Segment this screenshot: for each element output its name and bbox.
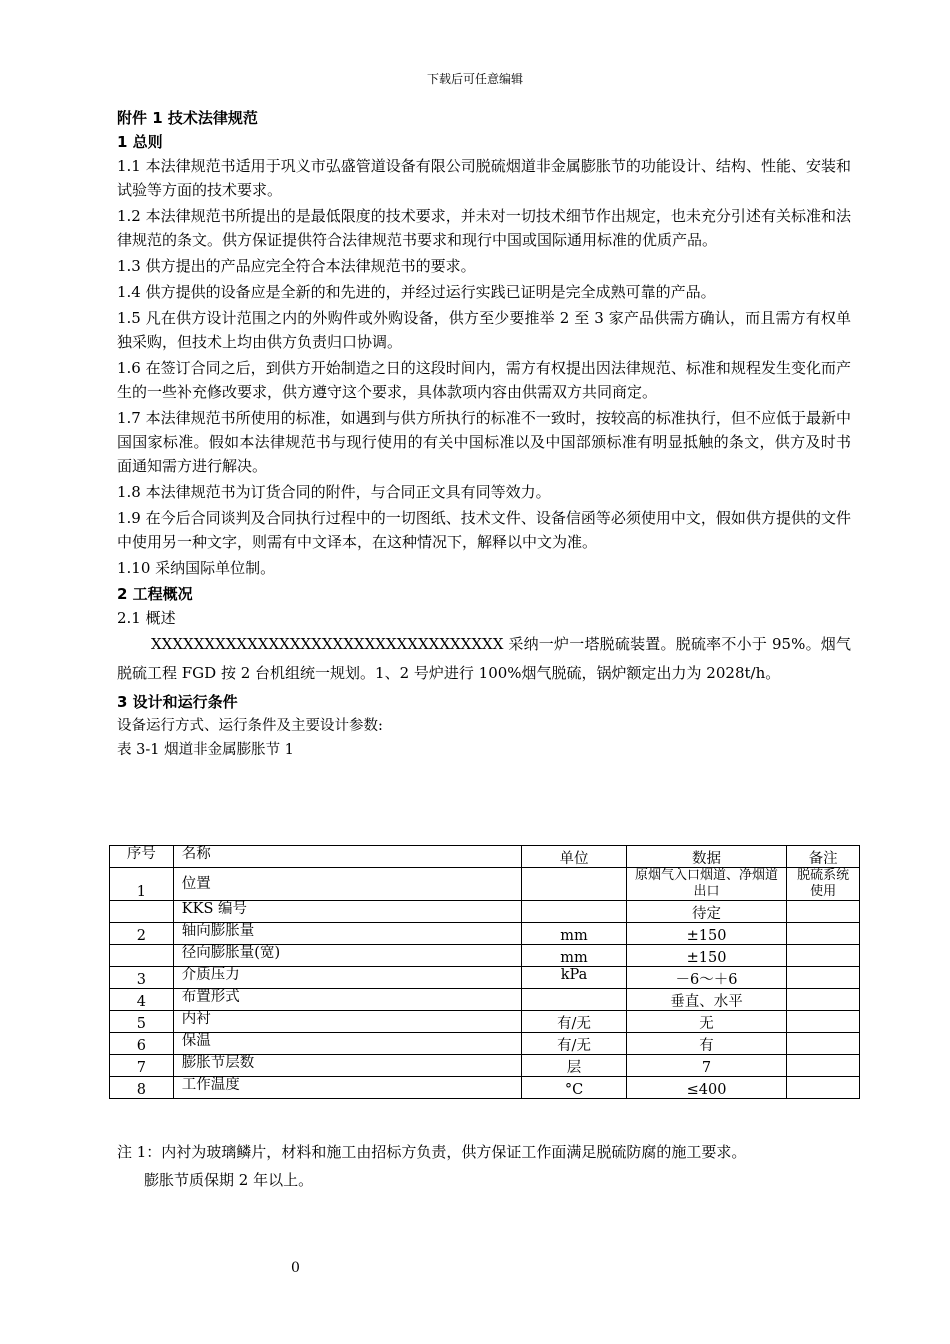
cell-data: －6～＋6 [626,967,786,989]
cell-note [787,945,860,967]
section-1-heading: 1 总则 [117,133,163,151]
table-row [110,1011,860,1033]
document-title: 附件 1 技术法律规范 [117,109,258,127]
cell-name: 布置形式 [173,989,521,1011]
cell-no: 1 [110,868,174,901]
warranty-note: 膨胀节质保期 2 年以上。 [144,1171,314,1189]
cell-unit: 有/无 [522,1011,627,1033]
cell-unit: mm [522,923,627,945]
parameter-table [109,845,860,1099]
cell-note [787,1033,860,1055]
table-row [110,967,860,989]
cell-note [787,1077,860,1099]
cell-data: 垂直、水平 [626,989,786,1011]
cell-name: 内衬 [173,1011,521,1033]
cell-note [787,1011,860,1033]
cell-unit [522,868,627,901]
col-header-no: 序号 [110,846,174,868]
section-3-heading: 3 设计和运行条件 [117,693,238,711]
para-1-10: 1.10 采纳国际单位制。 [117,559,276,577]
cell-unit: 有/无 [522,1033,627,1055]
table-header-row [110,846,860,868]
para-1-8: 1.8 本法律规范书为订货合同的附件，与合同正文具有同等效力。 [117,483,551,501]
cell-name: 膨胀节层数 [173,1055,521,1077]
table-note-1: 注 1：内衬为玻璃鳞片，材料和施工由招标方负责，供方保证工作面满足脱硫防腐的施工要求。 [117,1143,747,1161]
cell-data: 7 [626,1055,786,1077]
table-row [110,923,860,945]
cell-data: ±150 [626,945,786,967]
cell-no: 6 [110,1033,174,1055]
col-header-data: 数据 [626,846,786,868]
col-header-note: 备注 [787,846,860,868]
cell-unit: mm [522,945,627,967]
cell-name: 位置 [173,868,521,901]
cell-note [787,1055,860,1077]
section-2-1-heading: 2.1 概述 [117,609,176,627]
cell-data: 无 [626,1011,786,1033]
cell-data: 原烟气入口烟道、净烟道出口 [626,868,786,901]
table-row [110,945,860,967]
cell-name: 介质压力 [173,967,521,989]
cell-name: 轴向膨胀量 [173,923,521,945]
cell-note [787,967,860,989]
cell-no [110,901,174,923]
col-header-unit: 单位 [522,846,627,868]
cell-data: 有 [626,1033,786,1055]
section-3-intro: 设备运行方式、运行条件及主要设计参数: [117,718,383,734]
cell-no: 5 [110,1011,174,1033]
table-caption: 表 3-1 烟道非金属膨胀节 1 [117,742,294,758]
section-2-1-body: XXXXXXXXXXXXXXXXXXXXXXXXXXXXXXXXX 采纳一炉一塔脱硫装置。脱硫率不小于 95%。烟气脱硫工程 FGD 按 2 台机组统一规划。1、2 号炉进行 100%烟气脱硫，锅炉额定出力为 2028t/h。 [117,635,851,682]
cell-no: 4 [110,989,174,1011]
cell-name: KKS 编号 [173,901,521,923]
section-2-heading: 2 工程概况 [117,585,193,603]
cell-unit: °C [522,1077,627,1099]
para-1-9: 1.9 在今后合同谈判及合同执行过程中的一切图纸、技术文件、设备信函等必须使用中文，假如供方提供的文件中使用另一种文字，则需有中文译本，在这种情况下，解释以中文为准。 [117,509,851,551]
cell-no [110,945,174,967]
cell-no: 3 [110,967,174,989]
page-header: 下载后可任意编辑 [426,72,523,86]
cell-unit [522,901,627,923]
cell-name: 径向膨胀量(宽) [173,945,521,967]
para-1-3: 1.3 供方提出的产品应完全符合本法律规范书的要求。 [117,257,476,275]
table-row [110,901,860,923]
table-row [110,1077,860,1099]
para-1-2: 1.2 本法律规范书所提出的是最低限度的技术要求，并未对一切技术细节作出规定，也未充分引述有关标准和法律规范的条文。供方保证提供符合法律规范书要求和现行中国或国际通用标准的优质产品。 [117,207,851,249]
cell-note: 脱硫系统使用 [787,868,860,901]
cell-name: 保温 [173,1033,521,1055]
cell-no: 2 [110,923,174,945]
cell-data: ±150 [626,923,786,945]
cell-unit [522,989,627,1011]
document-body [117,106,851,762]
cell-no: 8 [110,1077,174,1099]
cell-unit: 层 [522,1055,627,1077]
para-1-4: 1.4 供方提供的设备应是全新的和先进的，并经过运行实践已证明是完全成熟可靠的产品。 [117,283,716,301]
cell-name: 工作温度 [173,1077,521,1099]
col-header-name: 名称 [173,846,521,868]
cell-note [787,901,860,923]
table-row [110,989,860,1011]
para-1-5: 1.5 凡在供方设计范围之内的外购件或外购设备，供方至少要推举 2 至 3 家产品供需方确认，而且需方有权单独采购，但技术上均由供方负责归口协调。 [117,309,851,351]
table-row [110,1055,860,1077]
cell-data: ≤400 [626,1077,786,1099]
table-row [110,1033,860,1055]
para-1-6: 1.6 在签订合同之后，到供方开始制造之日的这段时间内，需方有权提出因法律规范、标准和规程发生变化而产生的一些补充修改要求，供方遵守这个要求，具体款项内容由供需双方共同商定。 [117,359,851,401]
cell-no: 7 [110,1055,174,1077]
para-1-1: 1.1 本法律规范书适用于巩义市弘盛管道设备有限公司脱硫烟道非金属膨胀节的功能设计、结构、性能、安装和试验等方面的技术要求。 [117,157,851,199]
cell-note [787,989,860,1011]
cell-unit: kPa [522,967,627,989]
page-number: 0 [291,1260,300,1276]
para-1-7: 1.7 本法律规范书所使用的标准，如遇到与供方所执行的标准不一致时，按较高的标准执行，但不应低于最新中国国家标准。假如本法律规范书与现行使用的有关中国标准以及中国部颁标准有明显抵触的条文，供方及时书面通知需方进行解决。 [117,409,851,475]
cell-note [787,923,860,945]
cell-data: 待定 [626,901,786,923]
table-row [110,868,860,901]
